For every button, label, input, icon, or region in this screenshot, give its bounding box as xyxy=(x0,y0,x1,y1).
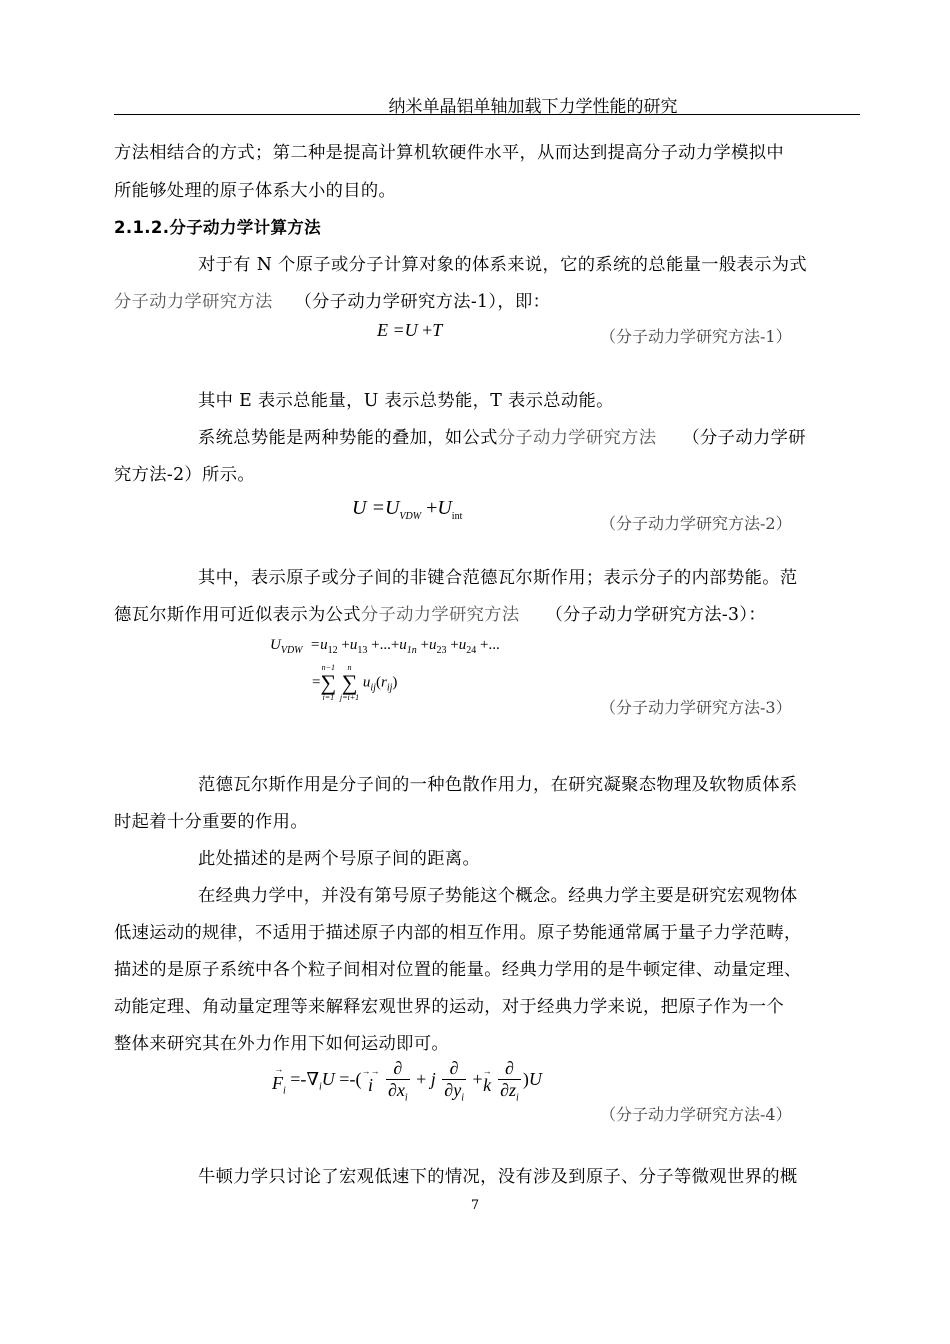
paragraph-line: 动能定理、角动量定理等来解释宏观世界的运动，对于经典力学来说，把原子作为一个 xyxy=(114,997,784,1017)
reference-text: （分子动力学研 xyxy=(682,428,806,448)
equation-reference[interactable]: 分子动力学研究方法 xyxy=(114,292,273,312)
equation-4: → $F_i =-\nabla_iU$ =-( →→ i $\frac{\partial}{\partial x_i}$ + j $\frac{\partial}{\partial y_i}$ + → k $\frac{\partial}{\partial z_i}$ )U xyxy=(272,1058,542,1104)
paragraph-line: 范德瓦尔斯作用是分子间的一种色散作用力，在研究凝聚态物理及软物质体系 xyxy=(198,775,798,795)
equation-number: （分子动力学研究方法-1） xyxy=(600,327,792,346)
paragraph-line: 对于有 N 个原子或分子计算对象的体系来说，它的系统的总能量一般表示为式 xyxy=(198,255,807,275)
equation-2: $U =U_{VDW} +U_{int}$ xyxy=(352,497,463,522)
equation-1: E =U +T xyxy=(377,320,443,340)
equation-number: （分子动力学研究方法-2） xyxy=(600,514,792,533)
paragraph-line: 低速运动的规律，不适用于描述原子内部的相互作用。原子势能通常属于量子力学范畴， xyxy=(114,923,802,943)
header-divider xyxy=(114,114,860,115)
reference-text: （分子动力学研究方法-3）： xyxy=(545,605,766,625)
paragraph-line: 其中 E 表示总能量，U 表示总势能，T 表示总动能。 xyxy=(198,391,614,411)
equation-reference[interactable]: 分子动力学研究方法 xyxy=(497,428,657,448)
paragraph-line: 时起着十分重要的作用。 xyxy=(114,812,308,832)
section-heading: 2.1.2.分子动力学计算方法 xyxy=(114,218,321,237)
paragraph-line: 描述的是原子系统中各个粒子间相对位置的能量。经典力学用的是牛顿定律、动量定理、 xyxy=(114,960,802,980)
paragraph-line xyxy=(114,600,860,625)
paragraph-line xyxy=(114,287,860,312)
equation-number: （分子动力学研究方法-4） xyxy=(600,1105,792,1124)
page-number: 7 xyxy=(470,1198,480,1213)
header-title: 纳米单晶铝单轴加载下力学性能的研究 xyxy=(388,97,678,117)
equation-number: （分子动力学研究方法-3） xyxy=(600,698,792,717)
paragraph-line: 牛顿力学只讨论了宏观低速下的情况，没有涉及到原子、分子等微观世界的概 xyxy=(198,1167,798,1187)
paragraph-line: 此处描述的是两个号原子间的距离。 xyxy=(198,849,481,869)
equation-3-line2: = n−1 ∑ i=1 n ∑ j=i+1 $u_{ij}(r_{ij})$ xyxy=(312,663,398,702)
reference-text: （分子动力学研究方法-1），即： xyxy=(294,292,551,312)
text: 系统总势能是两种势能的叠加，如公式 xyxy=(198,428,498,448)
paragraph-line: 方法相结合的方式；第二种是提高计算机软硬件水平，从而达到提高分子动力学模拟中 xyxy=(114,143,784,163)
equation-reference[interactable]: 分子动力学研究方法 xyxy=(360,605,520,625)
paragraph-line: 其中，表示原子或分子间的非键合范德瓦尔斯作用；表示分子的内部势能。范 xyxy=(198,568,798,588)
paragraph-line xyxy=(198,423,860,448)
paragraph-line: 究方法-2）所示。 xyxy=(114,465,255,485)
paragraph-line: 在经典力学中，并没有第号原子势能这个概念。经典力学主要是研究宏观物体 xyxy=(198,886,798,906)
equation-3-line1: $U_{VDW} =u_{12} +u_{13} +...+u_{1n} +u_{23} +u_{24}$ +... xyxy=(270,637,500,656)
paragraph-line: 整体来研究其在外力作用下如何运动即可。 xyxy=(114,1034,449,1054)
paragraph-line: 所能够处理的原子体系大小的目的。 xyxy=(114,181,397,201)
text: 德瓦尔斯作用可近似表示为公式 xyxy=(114,605,361,625)
